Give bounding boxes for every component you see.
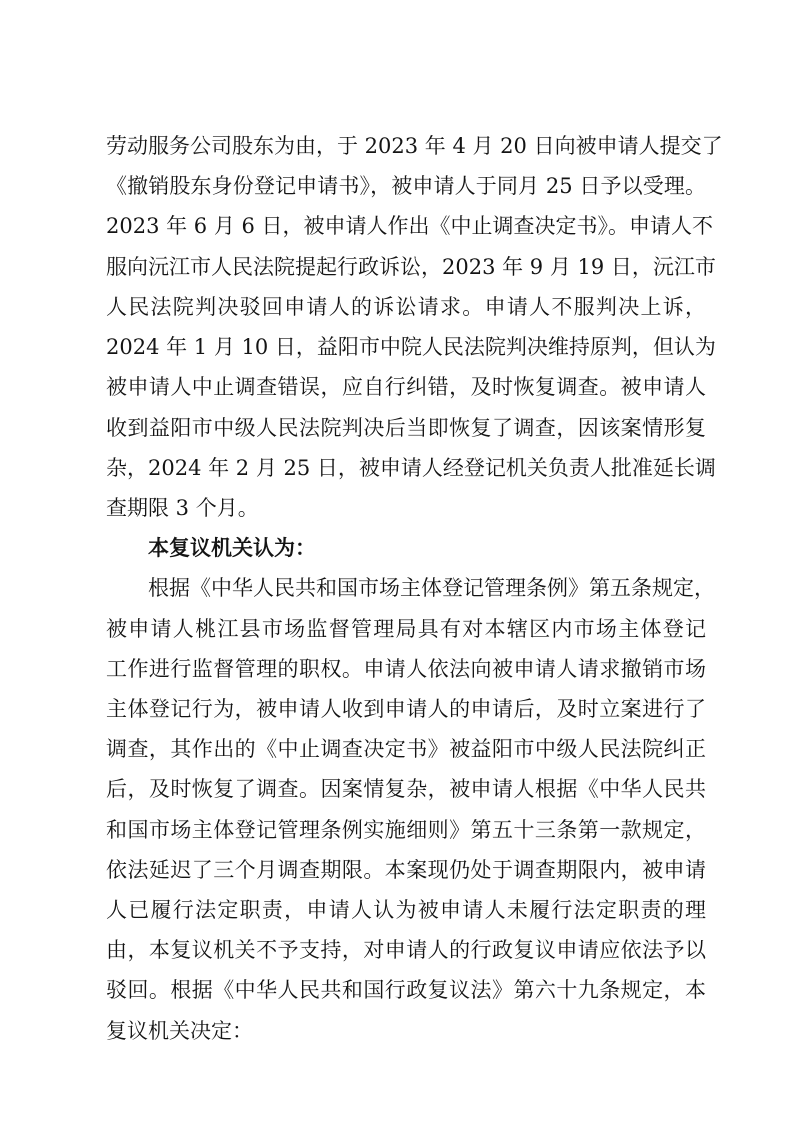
paragraph-2-line-7: 和国市场主体登记管理条例实施细则》第五十三条第一款规定， [106,818,706,842]
paragraph-1-line-3: 2023 年 6 月 6 日，被申请人作出《中止调查决定书》。申请人不 [106,214,714,238]
paragraph-2-line-8: 依法延迟了三个月调查期限。本案现仍处于调查期限内，被申请 [106,858,706,882]
paragraph-1-line-9: 杂，2024 年 2 月 25 日，被申请人经登记机关负责人批准延长调 [106,456,716,480]
paragraph-1-line-8: 收到益阳市中级人民法院判决后当即恢复了调查，因该案情形复 [106,416,706,440]
paragraph-2-line-10: 由，本复议机关不予支持，对申请人的行政复议申请应依法予以 [106,938,706,962]
paragraph-2-line-9: 人已履行法定职责，申请人认为被申请人未履行法定职责的理 [106,898,706,922]
paragraph-1-line-4: 服向沅江市人民法院提起行政诉讼，2023 年 9 月 19 日，沅江市 [106,255,716,279]
paragraph-2-line-5: 调查，其作出的《中止调查决定书》被益阳市中级人民法院纠正 [106,737,706,761]
paragraph-1-line-6: 2024 年 1 月 10 日，益阳市中院人民法院判决维持原判，但认为 [106,335,716,359]
paragraph-2-line-2: 被申请人桃江县市场监督管理局具有对本辖区内市场主体登记 [106,617,706,641]
paragraph-1-line-10: 查期限 3 个月。 [106,496,259,520]
paragraph-1-line-2: 《撤销股东身份登记申请书》，被申请人于同月 25 日予以受理。 [106,174,706,198]
paragraph-2-line-4: 主体登记行为，被申请人收到申请人的申请后，及时立案进行了 [106,697,706,721]
paragraph-2-line-12: 复议机关决定： [106,1019,253,1043]
paragraph-1-line-7: 被申请人中止调查错误，应自行纠错，及时恢复调查。被申请人 [106,375,706,399]
paragraph-2-line-6: 后，及时恢复了调查。因案情复杂，被申请人根据《中华人民共 [106,777,706,801]
paragraph-2-line-3: 工作进行监督管理的职权。申请人依法向被申请人请求撤销市场 [106,657,706,681]
paragraph-1-line-5: 人民法院判决驳回申请人的诉讼请求。申请人不服判决上诉， [106,295,706,319]
section-heading: 本复议机关认为： [148,536,316,560]
paragraph-2-line-11: 驳回。根据《中华人民共和国行政复议法》第六十九条规定，本 [106,978,706,1002]
paragraph-2-line-1: 根据《中华人民共和国市场主体登记管理条例》第五条规定， [148,576,715,600]
paragraph-1-line-1: 劳动服务公司股东为由，于 2023 年 4 月 20 日向被申请人提交了 [106,134,723,158]
